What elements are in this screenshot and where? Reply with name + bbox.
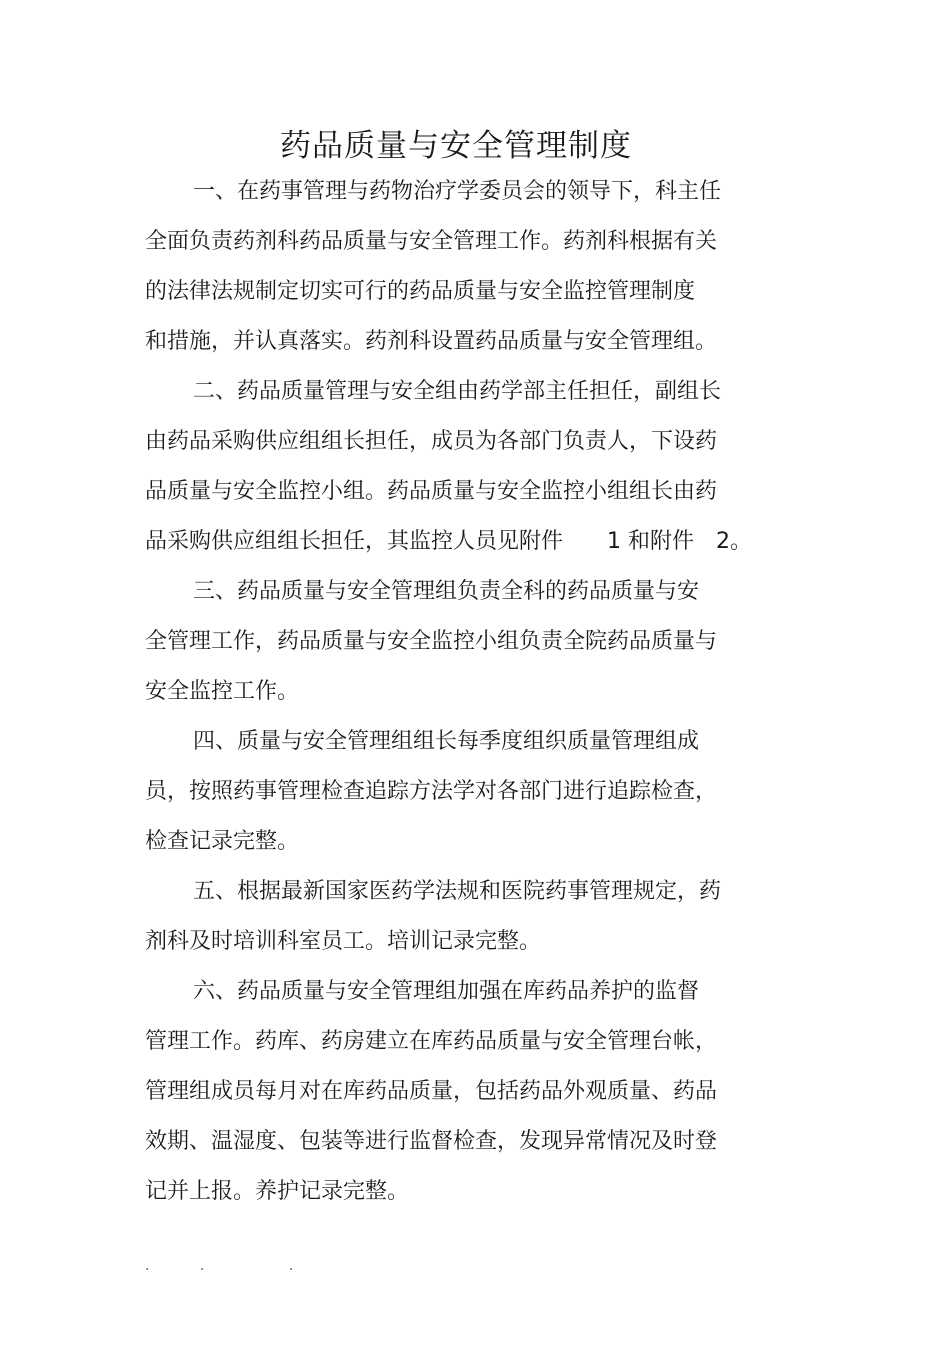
paragraph-4-line-2: 员，按照药事管理检查追踪方法学对各部门进行追踪检查， xyxy=(145,779,718,804)
paragraph-5-line-1: 五、根据最新国家医药学法规和医院药事管理规定，药 xyxy=(193,879,722,904)
paragraph-3-line-3: 安全监控工作。 xyxy=(145,679,300,704)
paragraph-2-line-3: 品质量与安全监控小组。药品质量与安全监控小组组长由药 xyxy=(145,479,718,504)
paragraph-2-line-1: 二、药品质量管理与安全组由药学部主任担任，副组长 xyxy=(193,379,722,404)
paragraph-1-line-2: 全面负责药剂科药品质量与安全管理工作。药剂科根据有关 xyxy=(145,229,718,254)
footer-mark: . xyxy=(145,1258,150,1274)
footer-mark: . xyxy=(288,1258,294,1274)
paragraph-6-line-2: 管理工作。药库、药房建立在库药品质量与安全管理台帐， xyxy=(145,1029,718,1054)
paragraph-2-line-4: 品采购供应组组长担任，其监控人员见附件 1 和附件 2。 xyxy=(145,529,752,554)
paragraph-6-line-3: 管理组成员每月对在库药品质量，包括药品外观质量、药品 xyxy=(145,1079,718,1104)
paragraph-6-line-5: 记并上报。养护记录完整。 xyxy=(145,1179,410,1204)
paragraph-4-line-1: 四、质量与安全管理组组长每季度组织质量管理组成 xyxy=(193,729,700,754)
paragraph-5-line-2: 剂科及时培训科室员工。培训记录完整。 xyxy=(145,929,542,954)
paragraph-4-line-3: 检查记录完整。 xyxy=(145,829,300,854)
paragraph-6-line-1: 六、药品质量与安全管理组加强在库药品养护的监督 xyxy=(193,979,700,1004)
paragraph-2-line-2: 由药品采购供应组组长担任，成员为各部门负责人，下设药 xyxy=(145,429,718,454)
paragraph-6-line-4: 效期、温湿度、包装等进行监督检查，发现异常情况及时登 xyxy=(145,1129,718,1154)
paragraph-3-line-2: 全管理工作，药品质量与安全监控小组负责全院药品质量与 xyxy=(145,629,718,654)
footer-mark: . xyxy=(199,1258,205,1274)
paragraph-3-line-1: 三、药品质量与安全管理组负责全科的药品质量与安 xyxy=(193,579,700,604)
paragraph-1-line-1: 一、在药事管理与药物治疗学委员会的领导下，科主任 xyxy=(193,179,722,204)
paragraph-1-line-4: 和措施，并认真落实。药剂科设置药品质量与安全管理组。 xyxy=(145,329,718,354)
paragraph-1-line-3: 的法律法规制定切实可行的药品质量与安全监控管理制度 xyxy=(145,279,696,304)
footer-marks xyxy=(145,1258,339,1274)
document-title: 药品质量与安全管理制度 xyxy=(280,128,632,164)
